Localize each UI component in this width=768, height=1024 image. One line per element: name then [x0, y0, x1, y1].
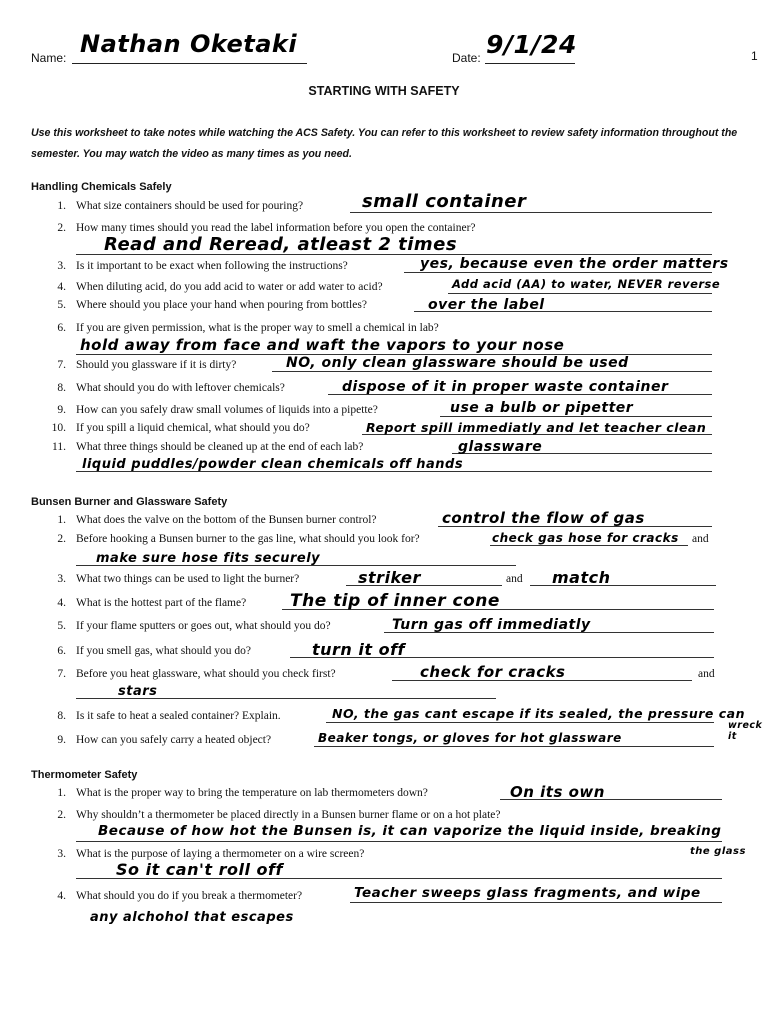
answer-text[interactable]: glassware	[458, 439, 543, 455]
answer-text[interactable]: over the label	[428, 297, 545, 313]
question-text: What does the valve on the bottom of the Bunsen burner control?	[76, 514, 377, 526]
question-item	[0, 848, 768, 879]
answer-text[interactable]: yes, because even the order matters	[420, 256, 729, 272]
question-number: 6.	[57, 322, 66, 334]
question-number: 9.	[57, 734, 66, 746]
section-heading-thermometer: Thermometer Safety	[31, 769, 138, 781]
answer-line	[404, 272, 712, 273]
answer-text[interactable]: Because of how hot the Bunsen is, it can vaporize the liquid inside, breaking	[98, 823, 722, 839]
question-text: What is the purpose of laying a thermometer on a wire screen?	[76, 848, 365, 860]
question-number: 2.	[57, 809, 66, 821]
question-number: 6.	[57, 645, 66, 657]
question-number: 3.	[57, 573, 66, 585]
question-text: Before you heat glassware, what should you check first?	[76, 668, 336, 680]
and-connector: and	[698, 668, 715, 680]
answer-text[interactable]: small container	[362, 191, 527, 212]
question-text: What is the proper way to bring the temperature on lab thermometers down?	[76, 787, 428, 799]
answer-text[interactable]: turn it off	[312, 640, 406, 659]
question-text: Before hooking a Bunsen burner to the gas line, what should you look for?	[76, 533, 420, 545]
question-item	[0, 222, 768, 255]
question-text: What is the hottest part of the flame?	[76, 597, 247, 609]
question-item	[0, 640, 768, 663]
question-item	[0, 509, 768, 532]
answer-text[interactable]: On its own	[510, 783, 605, 801]
section-heading-bunsen: Bunsen Burner and Glassware Safety	[31, 496, 228, 508]
intro-instructions: Use this worksheet to take notes while watching the ACS Safety. You can refer to this worksheet to review safety information throughout the semester. You may watch the video as many times as you need.	[31, 127, 738, 160]
question-text: What should you do if you break a thermometer?	[76, 890, 303, 902]
question-number: 7.	[57, 359, 66, 371]
answer-text[interactable]: Add acid (AA) to water, NEVER reverse	[452, 277, 721, 291]
question-number: 10.	[51, 422, 66, 434]
answer-text[interactable]: use a bulb or pipetter	[450, 400, 634, 416]
question-item	[0, 706, 768, 728]
name-value[interactable]: Nathan Oketaki	[80, 30, 298, 58]
question-number: 9.	[57, 404, 66, 416]
question-item	[0, 299, 768, 317]
question-item	[0, 439, 768, 472]
answer-line	[314, 746, 714, 747]
question-item	[0, 720, 768, 752]
question-item	[0, 568, 768, 591]
page-title: STARTING WITH SAFETY	[308, 84, 460, 98]
question-number: 11.	[52, 441, 66, 453]
question-number: 2.	[57, 222, 66, 234]
question-item	[0, 256, 768, 278]
question-item	[0, 663, 768, 699]
question-number: 5.	[57, 620, 66, 632]
answer-text-continued[interactable]: the glass	[690, 846, 746, 857]
name-label: Name:	[31, 51, 67, 65]
answer-text-second[interactable]: make sure hose fits securely	[96, 551, 321, 566]
question-text: What three things should be cleaned up at the end of each lab?	[76, 441, 364, 453]
answer-line	[76, 841, 722, 842]
question-item	[0, 885, 768, 925]
question-item	[0, 322, 768, 354]
question-number: 5.	[57, 299, 66, 311]
answer-text[interactable]: check gas hose for cracks	[492, 531, 679, 545]
question-item	[0, 783, 768, 805]
answer-text[interactable]: NO, the gas cant escape if its sealed, the pressure can	[332, 706, 746, 721]
question-number: 8.	[57, 710, 66, 722]
answer-line	[350, 212, 712, 213]
answer-text[interactable]: So it can't roll off	[116, 860, 283, 879]
question-item	[0, 355, 768, 377]
answer-text-second[interactable]: match	[552, 568, 611, 587]
question-item	[0, 531, 768, 566]
question-number: 4.	[57, 281, 66, 293]
question-text: If you are given permission, what is the proper way to smell a chemical in lab?	[76, 322, 439, 334]
question-number: 1.	[57, 200, 66, 212]
question-text: When diluting acid, do you add acid to water or add water to acid?	[76, 281, 383, 293]
question-number: 4.	[57, 597, 66, 609]
date-label: Date:	[452, 51, 481, 65]
answer-line	[490, 545, 688, 546]
answer-line	[326, 722, 714, 723]
question-text: How can you safely carry a heated object?	[76, 734, 272, 746]
answer-text[interactable]: dispose of it in proper waste container	[342, 379, 669, 395]
name-line	[72, 63, 307, 64]
question-number: 4.	[57, 890, 66, 902]
question-text: If you spill a liquid chemical, what should you do?	[76, 422, 310, 434]
date-line	[485, 63, 575, 64]
question-item	[0, 277, 768, 299]
question-item	[0, 379, 768, 400]
answer-line	[448, 293, 712, 294]
question-text: Is it important to be exact when following the instructions?	[76, 260, 348, 272]
answer-margin-note[interactable]: wreck it	[728, 720, 763, 742]
question-number: 2.	[57, 533, 66, 545]
question-text: Why shouldn’t a thermometer be placed directly in a Bunsen burner flame or on a hot plate?	[76, 809, 501, 821]
answer-text-second[interactable]: stars	[118, 684, 158, 699]
question-text: Should you glassware if it is dirty?	[76, 359, 237, 371]
question-item	[0, 191, 768, 218]
date-value[interactable]: 9/1/24	[486, 30, 577, 59]
answer-line	[272, 371, 712, 372]
question-number: 7.	[57, 668, 66, 680]
answer-text[interactable]: Beaker tongs, or gloves for hot glassware	[318, 731, 622, 745]
answer-text[interactable]: Turn gas off immediatly	[392, 617, 591, 633]
question-item	[0, 422, 768, 440]
question-text: How many times should you read the label information before you open the container?	[76, 222, 476, 234]
question-number: 1.	[57, 514, 66, 526]
answer-text[interactable]: Report spill immediatly and let teacher clean	[366, 420, 707, 435]
question-number: 8.	[57, 382, 66, 394]
question-text: How can you safely draw small volumes of liquids into a pipette?	[76, 404, 378, 416]
question-text: Is it safe to heat a sealed container? Explain.	[76, 710, 281, 722]
answer-line	[440, 416, 712, 417]
question-text: If your flame sputters or goes out, what should you do?	[76, 620, 331, 632]
answer-text[interactable]: Teacher sweeps glass fragments, and wipe	[354, 885, 701, 901]
and-connector: and	[506, 573, 523, 585]
question-text: What size containers should be used for pouring?	[76, 200, 304, 212]
answer-text[interactable]: check for cracks	[420, 663, 566, 681]
question-item	[0, 591, 768, 615]
question-text: What two things can be used to light the burner?	[76, 573, 300, 585]
question-number: 1.	[57, 787, 66, 799]
and-connector: and	[692, 533, 709, 545]
answer-text[interactable]: hold away from face and waft the vapors to your nose	[80, 336, 565, 354]
section-heading-chemicals: Handling Chemicals Safely	[31, 181, 172, 193]
answer-text[interactable]: control the flow of gas	[442, 509, 645, 527]
question-text: Where should you place your hand when pouring from bottles?	[76, 299, 367, 311]
answer-line	[350, 902, 722, 903]
answer-text[interactable]: striker	[358, 568, 421, 587]
question-text: What should you do with leftover chemicals?	[76, 382, 285, 394]
answer-text-second[interactable]: liquid puddles/powder clean chemicals off hands	[82, 457, 464, 472]
answer-text[interactable]: Read and Reread, atleast 2 times	[104, 234, 458, 255]
question-text: If you smell gas, what should you do?	[76, 645, 252, 657]
answer-text-second[interactable]: any alchohol that escapes	[90, 910, 294, 925]
question-number: 3.	[57, 260, 66, 272]
question-item	[0, 617, 768, 638]
answer-text[interactable]: NO, only clean glassware should be used	[286, 355, 629, 371]
page-number: 1	[751, 49, 758, 63]
question-number: 3.	[57, 848, 66, 860]
answer-text[interactable]: The tip of inner cone	[290, 591, 500, 611]
